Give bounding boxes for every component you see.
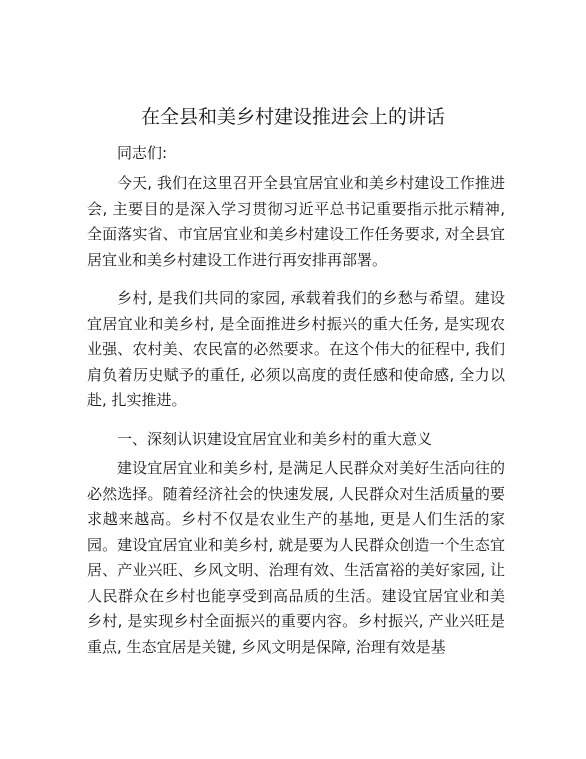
document-title: 在全县和美乡村建设推进会上的讲话 <box>140 106 445 128</box>
section-heading: 一、深刻认识建设宜居宜业和美乡村的重大意义 <box>117 430 433 448</box>
salutation: 同志们: <box>117 144 168 162</box>
paragraph-opening: 今天, 我们在这里召开全县宜居宜业和美乡村建设工作推进会, 主要目的是深入学习贯彻习近平总书记重要指示批示精神, 全面落实省、市宜居宜业和美乡村建设工作任务要求, 对全县宜居宜业和美乡村建设工作进行再安排再部署。 <box>87 174 505 269</box>
paragraph-village: 乡村, 是我们共同的家园, 承载着我们的乡愁与希望。建设宜居宜业和美乡村, 是全面推进乡村振兴的重大任务, 是实现农业强、农村美、农民富的必然要求。在这个伟大的征程中, 我们肩负着历史赋予的重任, 必须以高度的责任感和使命感, 全力以赴, 扎实推进。 <box>87 289 505 409</box>
paragraph-significance: 建设宜居宜业和美乡村, 是满足人民群众对美好生活向往的必然选择。随着经济社会的快速发展, 人民群众对生活质量的要求越来越高。乡村不仅是农业生产的基地, 更是人们生活的家园。建设宜居宜业和美乡村, 就是要为人民群众创造一个生态宜居、产业兴旺、乡风文明、治理有效、生活富裕的美好家园, 让人民群众在乡村也能享受到高品质的生活。建设宜居宜业和美乡村, 是实现乡村全面振兴的重要内容。乡村振兴, 产业兴旺是重点, 生态宜居是关键, 乡风文明是保障, 治理有效是基 <box>87 459 505 656</box>
